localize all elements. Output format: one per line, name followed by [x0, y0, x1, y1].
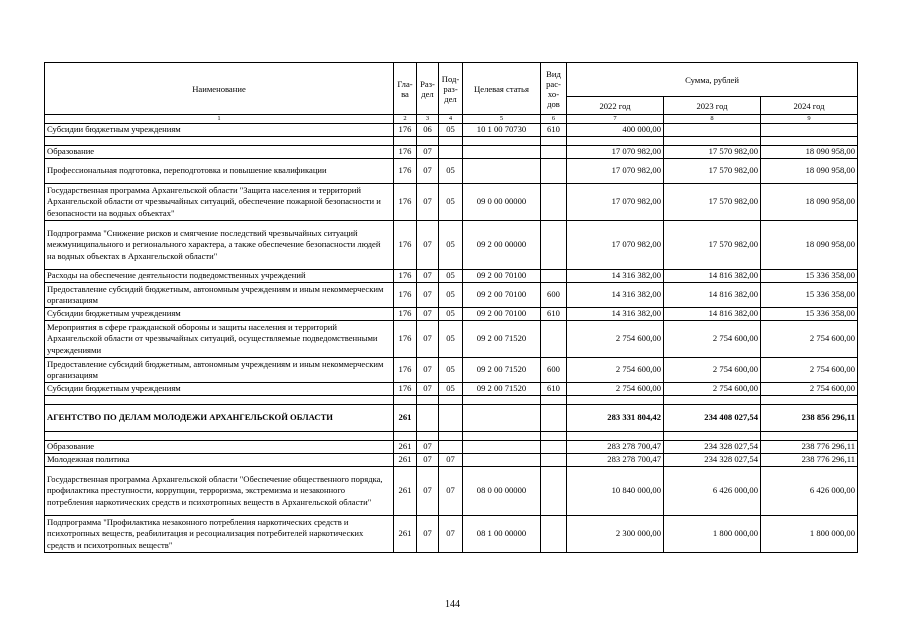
row-glava: 176: [394, 270, 417, 283]
row-vid: [541, 146, 567, 159]
row-name: Мероприятия в сфере гражданской обороны и защиты населения и территорий Архангельской области от чрезвычайных ситуаций, осуществляемые подведомственными учреждениями: [45, 321, 394, 358]
row-podrazdel: 05: [439, 383, 463, 396]
row-amount-2024: 18 090 958,00: [761, 184, 858, 221]
row-vid: [541, 321, 567, 358]
spacer-cell: [541, 396, 567, 405]
row-glava: 176: [394, 358, 417, 383]
row-target: 09 2 00 71520: [463, 321, 541, 358]
row-razdel: 07: [417, 358, 439, 383]
row-glava: 176: [394, 308, 417, 321]
row-amount-2022: 2 754 600,00: [567, 321, 664, 358]
row-razdel: 07: [417, 516, 439, 553]
row-podrazdel: 07: [439, 516, 463, 553]
header-vid: Вид рас-хо-дов: [541, 63, 567, 115]
row-vid: 600: [541, 283, 567, 308]
row-glava: 176: [394, 146, 417, 159]
row-name: Расходы на обеспечение деятельности подведомственных учреждений: [45, 270, 394, 283]
row-vid: 610: [541, 383, 567, 396]
row-amount-2022: 2 754 600,00: [567, 358, 664, 383]
spacer-cell: [463, 137, 541, 146]
row-glava: 176: [394, 383, 417, 396]
spacer-cell: [394, 137, 417, 146]
row-amount-2022: 17 070 982,00: [567, 184, 664, 221]
row-glava: 176: [394, 184, 417, 221]
row-amount-2022: 14 316 382,00: [567, 270, 664, 283]
row-name: АГЕНТСТВО ПО ДЕЛАМ МОЛОДЕЖИ АРХАНГЕЛЬСКОЙ ОБЛАСТИ: [45, 405, 394, 432]
row-glava: 176: [394, 221, 417, 270]
row-target: 08 1 00 00000: [463, 516, 541, 553]
row-razdel: 07: [417, 441, 439, 454]
spacer-row: [45, 137, 858, 146]
row-podrazdel: 05: [439, 358, 463, 383]
column-number: 8: [664, 115, 761, 124]
row-podrazdel: 05: [439, 221, 463, 270]
header-row: [45, 63, 858, 97]
row-amount-2023: 14 816 382,00: [664, 270, 761, 283]
row-amount-2023: 17 570 982,00: [664, 159, 761, 184]
row-vid: [541, 184, 567, 221]
row-amount-2023: [664, 124, 761, 137]
row-amount-2024: 6 426 000,00: [761, 467, 858, 516]
spacer-cell: [417, 396, 439, 405]
row-amount-2023: 14 816 382,00: [664, 283, 761, 308]
row-podrazdel: 05: [439, 321, 463, 358]
row-amount-2022: 17 070 982,00: [567, 221, 664, 270]
row-amount-2024: 238 776 296,11: [761, 441, 858, 454]
row-razdel: 07: [417, 159, 439, 184]
table-row: [45, 358, 858, 383]
row-vid: [541, 405, 567, 432]
spacer-cell: [439, 396, 463, 405]
row-razdel: [417, 405, 439, 432]
row-glava: 176: [394, 159, 417, 184]
row-name: Предоставление субсидий бюджетным, автономным учреждениям и иным некоммерческим организациям: [45, 283, 394, 308]
spacer-cell: [761, 137, 858, 146]
header-year: 2022 год: [567, 97, 664, 115]
spacer-cell: [45, 137, 394, 146]
row-glava: 176: [394, 321, 417, 358]
row-amount-2024: 18 090 958,00: [761, 221, 858, 270]
spacer-cell: [394, 432, 417, 441]
row-amount-2022: 2 300 000,00: [567, 516, 664, 553]
row-vid: 610: [541, 124, 567, 137]
row-name: Субсидии бюджетным учреждениям: [45, 308, 394, 321]
row-name: Предоставление субсидий бюджетным, автономным учреждениям и иным некоммерческим организациям: [45, 358, 394, 383]
row-amount-2022: 14 316 382,00: [567, 283, 664, 308]
row-razdel: 07: [417, 454, 439, 467]
row-amount-2023: 14 816 382,00: [664, 308, 761, 321]
row-name: Образование: [45, 441, 394, 454]
row-amount-2024: 2 754 600,00: [761, 321, 858, 358]
column-number: 5: [463, 115, 541, 124]
row-vid: 610: [541, 308, 567, 321]
row-target: [463, 454, 541, 467]
row-podrazdel: [439, 405, 463, 432]
spacer-row: [45, 432, 858, 441]
row-razdel: 07: [417, 221, 439, 270]
row-name: Государственная программа Архангельской области "Обеспечение общественного порядка, профилактика преступности, коррупции, терроризма, экстремизма и незаконного потребления наркотических средств и психотропных веществ в Архангельской области": [45, 467, 394, 516]
row-vid: [541, 516, 567, 553]
budget-table: [44, 62, 858, 553]
row-razdel: 07: [417, 467, 439, 516]
row-vid: [541, 467, 567, 516]
row-amount-2024: 15 336 358,00: [761, 308, 858, 321]
row-amount-2023: 2 754 600,00: [664, 358, 761, 383]
row-amount-2024: 238 856 296,11: [761, 405, 858, 432]
spacer-cell: [417, 137, 439, 146]
row-amount-2024: 1 800 000,00: [761, 516, 858, 553]
row-name: Подпрограмма "Снижение рисков и смягчение последствий чрезвычайных ситуаций межмуниципального и регионального характера, а также обеспечение безопасности людей на водных объектах в Архангельской области": [45, 221, 394, 270]
row-razdel: 07: [417, 383, 439, 396]
page-number: 144: [445, 599, 460, 610]
row-amount-2022: 2 754 600,00: [567, 383, 664, 396]
row-razdel: 07: [417, 184, 439, 221]
row-target: 09 2 00 70100: [463, 270, 541, 283]
row-amount-2022: 400 000,00: [567, 124, 664, 137]
table-row: [45, 321, 858, 358]
spacer-cell: [439, 137, 463, 146]
table-row: [45, 124, 858, 137]
row-amount-2023: 17 570 982,00: [664, 184, 761, 221]
row-glava: 261: [394, 454, 417, 467]
table-row: [45, 308, 858, 321]
table-row: [45, 454, 858, 467]
row-amount-2023: 17 570 982,00: [664, 221, 761, 270]
row-razdel: 07: [417, 146, 439, 159]
row-glava: 261: [394, 467, 417, 516]
header-podrazdel: Под-раз-дел: [439, 63, 463, 115]
spacer-cell: [45, 396, 394, 405]
table-row: [45, 270, 858, 283]
row-glava: 176: [394, 283, 417, 308]
table-row: [45, 159, 858, 184]
row-amount-2024: 15 336 358,00: [761, 283, 858, 308]
column-number: 4: [439, 115, 463, 124]
row-name: Государственная программа Архангельской области "Защита населения и территорий Архангельской области от чрезвычайных ситуаций, обеспечение пожарной безопасности и безопасности на водных объектах": [45, 184, 394, 221]
spacer-cell: [541, 432, 567, 441]
spacer-cell: [761, 396, 858, 405]
row-podrazdel: [439, 146, 463, 159]
row-target: 09 2 00 70100: [463, 308, 541, 321]
column-number-row: [45, 115, 858, 124]
table-row: [45, 221, 858, 270]
spacer-cell: [761, 432, 858, 441]
header-razdel: Раз-дел: [417, 63, 439, 115]
row-razdel: 07: [417, 321, 439, 358]
table-row: [45, 516, 858, 553]
header-year: 2023 год: [664, 97, 761, 115]
row-vid: [541, 221, 567, 270]
row-razdel: 07: [417, 308, 439, 321]
row-amount-2024: 18 090 958,00: [761, 146, 858, 159]
row-target: 09 2 00 71520: [463, 358, 541, 383]
row-podrazdel: 05: [439, 283, 463, 308]
row-amount-2023: 234 408 027,54: [664, 405, 761, 432]
row-podrazdel: [439, 441, 463, 454]
row-amount-2022: 14 316 382,00: [567, 308, 664, 321]
column-number: 3: [417, 115, 439, 124]
row-vid: [541, 454, 567, 467]
row-target: [463, 159, 541, 184]
row-target: [463, 146, 541, 159]
column-number: 2: [394, 115, 417, 124]
row-glava: 261: [394, 405, 417, 432]
row-amount-2023: 1 800 000,00: [664, 516, 761, 553]
spacer-cell: [394, 396, 417, 405]
row-target: 09 0 00 00000: [463, 184, 541, 221]
row-amount-2022: 17 070 982,00: [567, 159, 664, 184]
row-amount-2022: 17 070 982,00: [567, 146, 664, 159]
row-target: 08 0 00 00000: [463, 467, 541, 516]
row-name: Субсидии бюджетным учреждениям: [45, 383, 394, 396]
row-amount-2022: 283 278 700,47: [567, 454, 664, 467]
row-amount-2022: 10 840 000,00: [567, 467, 664, 516]
row-glava: 261: [394, 441, 417, 454]
row-amount-2023: 6 426 000,00: [664, 467, 761, 516]
row-vid: [541, 159, 567, 184]
row-amount-2023: 2 754 600,00: [664, 321, 761, 358]
row-podrazdel: 05: [439, 270, 463, 283]
row-target: 09 2 00 00000: [463, 221, 541, 270]
column-number: 9: [761, 115, 858, 124]
spacer-cell: [541, 137, 567, 146]
row-amount-2024: 18 090 958,00: [761, 159, 858, 184]
table-body: [45, 124, 858, 553]
row-name: Образование: [45, 146, 394, 159]
header-glava: Гла-ва: [394, 63, 417, 115]
spacer-cell: [45, 432, 394, 441]
spacer-cell: [567, 137, 664, 146]
table-row: [45, 467, 858, 516]
row-amount-2023: 2 754 600,00: [664, 383, 761, 396]
table-row: [45, 405, 858, 432]
table-row: [45, 383, 858, 396]
row-amount-2024: 2 754 600,00: [761, 383, 858, 396]
spacer-cell: [417, 432, 439, 441]
row-podrazdel: 05: [439, 159, 463, 184]
header-name: Наименование: [45, 63, 394, 115]
row-vid: [541, 270, 567, 283]
table-row: [45, 184, 858, 221]
header-target: Целевая статья: [463, 63, 541, 115]
table-row: [45, 283, 858, 308]
row-amount-2023: 234 328 027,54: [664, 454, 761, 467]
table-row: [45, 146, 858, 159]
row-target: [463, 441, 541, 454]
row-target: 10 1 00 70730: [463, 124, 541, 137]
row-target: [463, 405, 541, 432]
table-row: [45, 441, 858, 454]
spacer-cell: [664, 396, 761, 405]
spacer-cell: [567, 396, 664, 405]
row-razdel: 07: [417, 270, 439, 283]
row-target: 09 2 00 70100: [463, 283, 541, 308]
row-podrazdel: 05: [439, 124, 463, 137]
spacer-cell: [439, 432, 463, 441]
row-podrazdel: 07: [439, 467, 463, 516]
row-vid: 600: [541, 358, 567, 383]
row-name: Молодежная политика: [45, 454, 394, 467]
row-podrazdel: 05: [439, 308, 463, 321]
row-name: Подпрограмма "Профилактика незаконного потребления наркотических средств и психотропных веществ, реабилитация и ресоциализация потребителей наркотических средств и психотропных веществ": [45, 516, 394, 553]
column-number: 7: [567, 115, 664, 124]
row-amount-2024: [761, 124, 858, 137]
row-name: Субсидии бюджетным учреждениям: [45, 124, 394, 137]
row-amount-2024: 238 776 296,11: [761, 454, 858, 467]
spacer-cell: [664, 137, 761, 146]
row-vid: [541, 441, 567, 454]
column-number: 6: [541, 115, 567, 124]
spacer-row: [45, 396, 858, 405]
row-amount-2024: 15 336 358,00: [761, 270, 858, 283]
row-amount-2023: 234 328 027,54: [664, 441, 761, 454]
row-target: 09 2 00 71520: [463, 383, 541, 396]
spacer-cell: [463, 396, 541, 405]
spacer-cell: [567, 432, 664, 441]
spacer-cell: [463, 432, 541, 441]
row-name: Профессиональная подготовка, переподготовка и повышение квалификации: [45, 159, 394, 184]
header-year: 2024 год: [761, 97, 858, 115]
row-glava: 261: [394, 516, 417, 553]
spacer-cell: [664, 432, 761, 441]
row-glava: 176: [394, 124, 417, 137]
column-number: 1: [45, 115, 394, 124]
row-amount-2023: 17 570 982,00: [664, 146, 761, 159]
row-razdel: 06: [417, 124, 439, 137]
row-amount-2022: 283 278 700,47: [567, 441, 664, 454]
row-razdel: 07: [417, 283, 439, 308]
row-amount-2022: 283 331 804,42: [567, 405, 664, 432]
row-podrazdel: 05: [439, 184, 463, 221]
header-sum: Сумма, рублей: [567, 63, 858, 97]
row-podrazdel: 07: [439, 454, 463, 467]
row-amount-2024: 2 754 600,00: [761, 358, 858, 383]
